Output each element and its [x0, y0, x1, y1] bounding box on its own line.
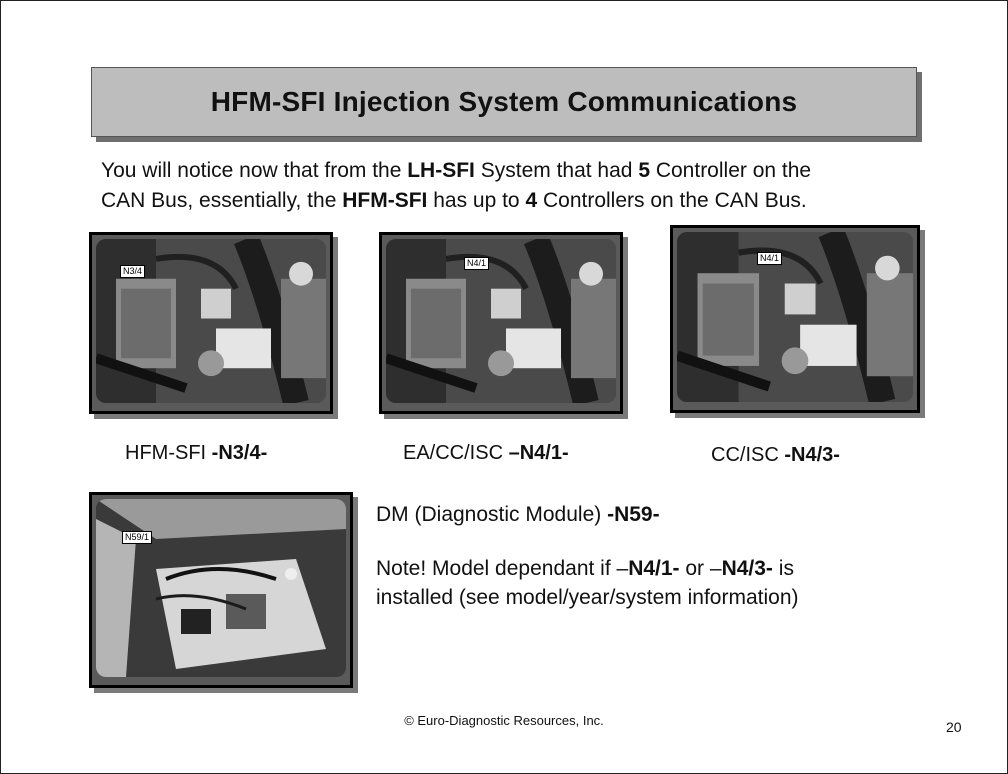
engine-photo-n4-3: [670, 225, 920, 413]
engine-bay-image: [96, 239, 326, 403]
caption-n3-4: [125, 442, 267, 465]
intro-bold: HFM-SFI: [342, 189, 428, 212]
engine-bay-image: [386, 239, 616, 403]
intro-bold: 4: [525, 189, 538, 212]
component-tag: N3/4: [120, 265, 145, 278]
component-tag: N59/1: [122, 531, 152, 544]
caption-code: -N3/4-: [211, 442, 268, 464]
page-number: 20: [946, 719, 962, 735]
caption-text: EA/CC/ISC: [403, 442, 509, 464]
component-tag: N4/1: [464, 257, 489, 270]
engine-photo-n3-4: [89, 232, 333, 414]
copyright-footer: © Euro-Diagnostic Resources, Inc.: [404, 713, 604, 728]
intro-bold: 5: [638, 159, 650, 182]
diagnostic-module-image: [96, 499, 346, 677]
note-text: installed (see model/year/system information): [376, 586, 799, 609]
diagnostic-module-line: [376, 503, 660, 527]
title-banner: [91, 67, 917, 137]
caption-code: –N4/1-: [508, 442, 569, 464]
caption-n4-1: [403, 442, 569, 465]
engine-photo-n4-1: [379, 232, 623, 414]
dm-code: -N59-: [607, 503, 660, 526]
intro-text: You will notice now that from the: [101, 159, 408, 182]
slide-title: HFM-SFI Injection System Communications: [210, 86, 798, 117]
caption-text: HFM-SFI: [125, 442, 212, 464]
caption-text: CC/ISC: [711, 444, 785, 466]
intro-text: System that had: [474, 159, 639, 182]
intro-bold: LH-SFI: [407, 159, 475, 182]
note-bold: N4/3-: [721, 557, 773, 580]
caption-code: -N4/3-: [784, 444, 840, 466]
note-bold: N4/1-: [628, 557, 680, 580]
caption-n4-3: [711, 444, 840, 467]
note-text: Note! Model dependant if –: [376, 557, 629, 580]
intro-text: Controller on the: [650, 159, 812, 182]
note-paragraph: [376, 554, 896, 612]
component-tag: N4/1: [757, 252, 782, 265]
note-text: or –: [679, 557, 722, 580]
intro-paragraph: [101, 156, 921, 216]
intro-text: Controllers on the CAN Bus.: [537, 189, 807, 212]
engine-bay-image: [677, 232, 913, 402]
intro-text: CAN Bus, essentially, the: [101, 189, 343, 212]
dm-photo-n59-1: [89, 492, 353, 688]
intro-text: has up to: [427, 189, 526, 212]
dm-text: DM (Diagnostic Module): [376, 503, 608, 526]
note-text: is: [772, 557, 794, 580]
